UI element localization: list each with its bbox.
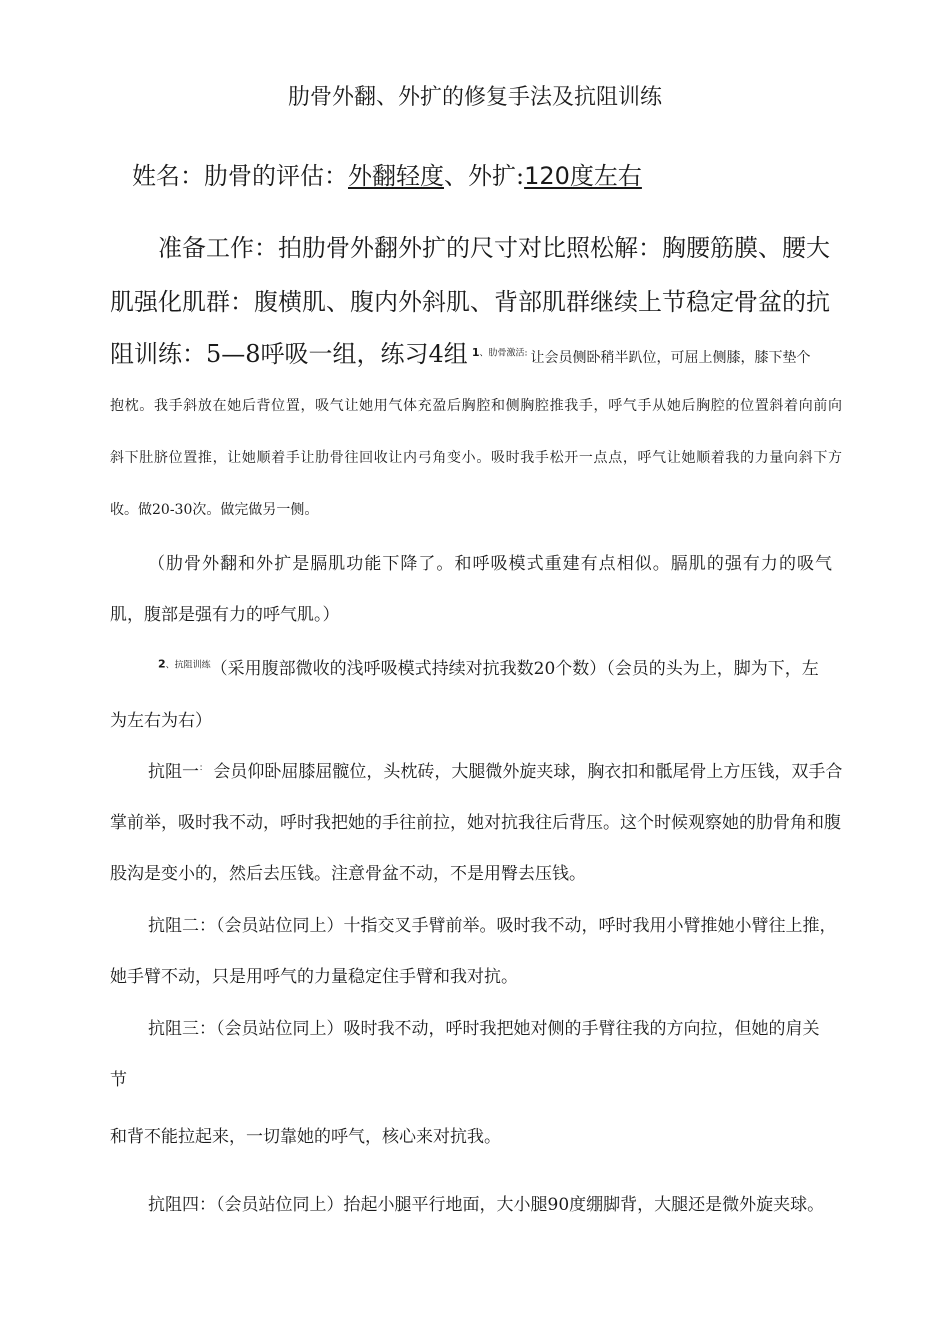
section-1-number: 1	[471, 345, 480, 359]
resist-2-line-2: 她手臂不动，只是用呼气的力量稳定住手臂和我对抗。	[110, 967, 518, 987]
section-2-intro: （采用腹部微收的浅呼吸模式持续对抗我数20个数）（会员的头为上，脚为下，左	[210, 659, 819, 679]
resist-1-line-2: 掌前举，吸时我不动，呼时我把她的手往前拉，她对抗我往后背压。这个时候观察她的肋骨角和腹	[110, 813, 841, 833]
activation-line-2: 斜下肚脐位置推，让她顺着手让肋骨往回收让内弓角变小。吸时我手松开一点点，呼气让她顺着我的力量向斜下方	[110, 450, 842, 466]
note-line-2: 肌，腹部是强有力的呼气肌。）	[110, 605, 340, 625]
section-2-line-2: 为左右为右）	[110, 711, 212, 731]
valgus-value: 外翻轻度	[348, 162, 444, 190]
resist-2-line-1: 抗阻二：（会员站位同上）十指交叉手臂前举。吸时我不动，呼时我用小臂推她小臂往上推，	[148, 916, 837, 936]
resist-1-line-1: 抗阻一： 会员仰卧屈膝屈髋位，头枕砖，大腿微外旋夹球，胸衣扣和骶尾骨上方压钱，双手合	[148, 762, 843, 782]
resist-3-line-2: 节	[110, 1070, 127, 1090]
activation-line-3: 收。做20-30次。做完做另一侧。	[110, 502, 319, 518]
activation-intro: 让会员侧卧稍半趴位，可屈上侧膝，膝下垫个	[530, 350, 811, 366]
flare-value: 120度左右	[524, 162, 642, 190]
section-2-line-1	[158, 654, 819, 679]
name-label: 姓名：肋骨的评估：	[132, 162, 348, 190]
resist-3-line-1: 抗阻三：（会员站位同上）吸时我不动，呼时我把她对侧的手臂往我的方向拉，但她的肩关	[148, 1019, 820, 1039]
activation-line-1: 抱枕。我手斜放在她后背位置，吸气让她用气体充盈后胸腔和侧胸腔推我手，呼气手从她后胸腔的位置斜着向前向	[110, 398, 842, 414]
resist-4-line-1: 抗阻四：（会员站位同上）抬起小腿平行地面，大小腿90度绷脚背，大腿还是微外旋夹球。	[148, 1195, 825, 1215]
resist-1-label: 抗阻一	[148, 762, 199, 782]
resist-1-text: 会员仰卧屈膝屈髋位，头枕砖，大腿微外旋夹球，胸衣扣和骶尾骨上方压钱，双手合	[213, 762, 843, 782]
prep-line-1: 准备工作：拍肋骨外翻外扩的尺寸对比照松解：胸腰筋膜、腰大	[158, 234, 830, 262]
name-line	[132, 156, 642, 191]
resist-3-line-3: 和背不能拉起来，一切靠她的呼气，核心来对抗我。	[110, 1127, 501, 1147]
page-title: 肋骨外翻、外扩的修复手法及抗阻训练	[287, 85, 662, 110]
resist-1-line-3: 股沟是变小的，然后去压钱。注意骨盆不动，不是用臀去压钱。	[110, 864, 586, 884]
section-2-label: 、抗阻训练	[165, 660, 211, 671]
prep-line-2: 肌强化肌群：腹横肌、腹内外斜肌、背部肌群继续上节稳定骨盆的抗	[110, 288, 830, 316]
name-separator: 、外扩:	[444, 162, 525, 190]
note-line-1: （肋骨外翻和外扩是膈肌功能下降了。和呼吸模式重建有点相似。膈肌的强有力的吸气	[148, 554, 832, 574]
prep-line-3-text: 阻训练：5—8呼吸一组，练习4组	[110, 340, 468, 368]
section-2-number: 2	[158, 657, 166, 671]
section-1-label: 、肋骨激活:	[479, 348, 528, 359]
prep-line-3	[110, 334, 811, 369]
